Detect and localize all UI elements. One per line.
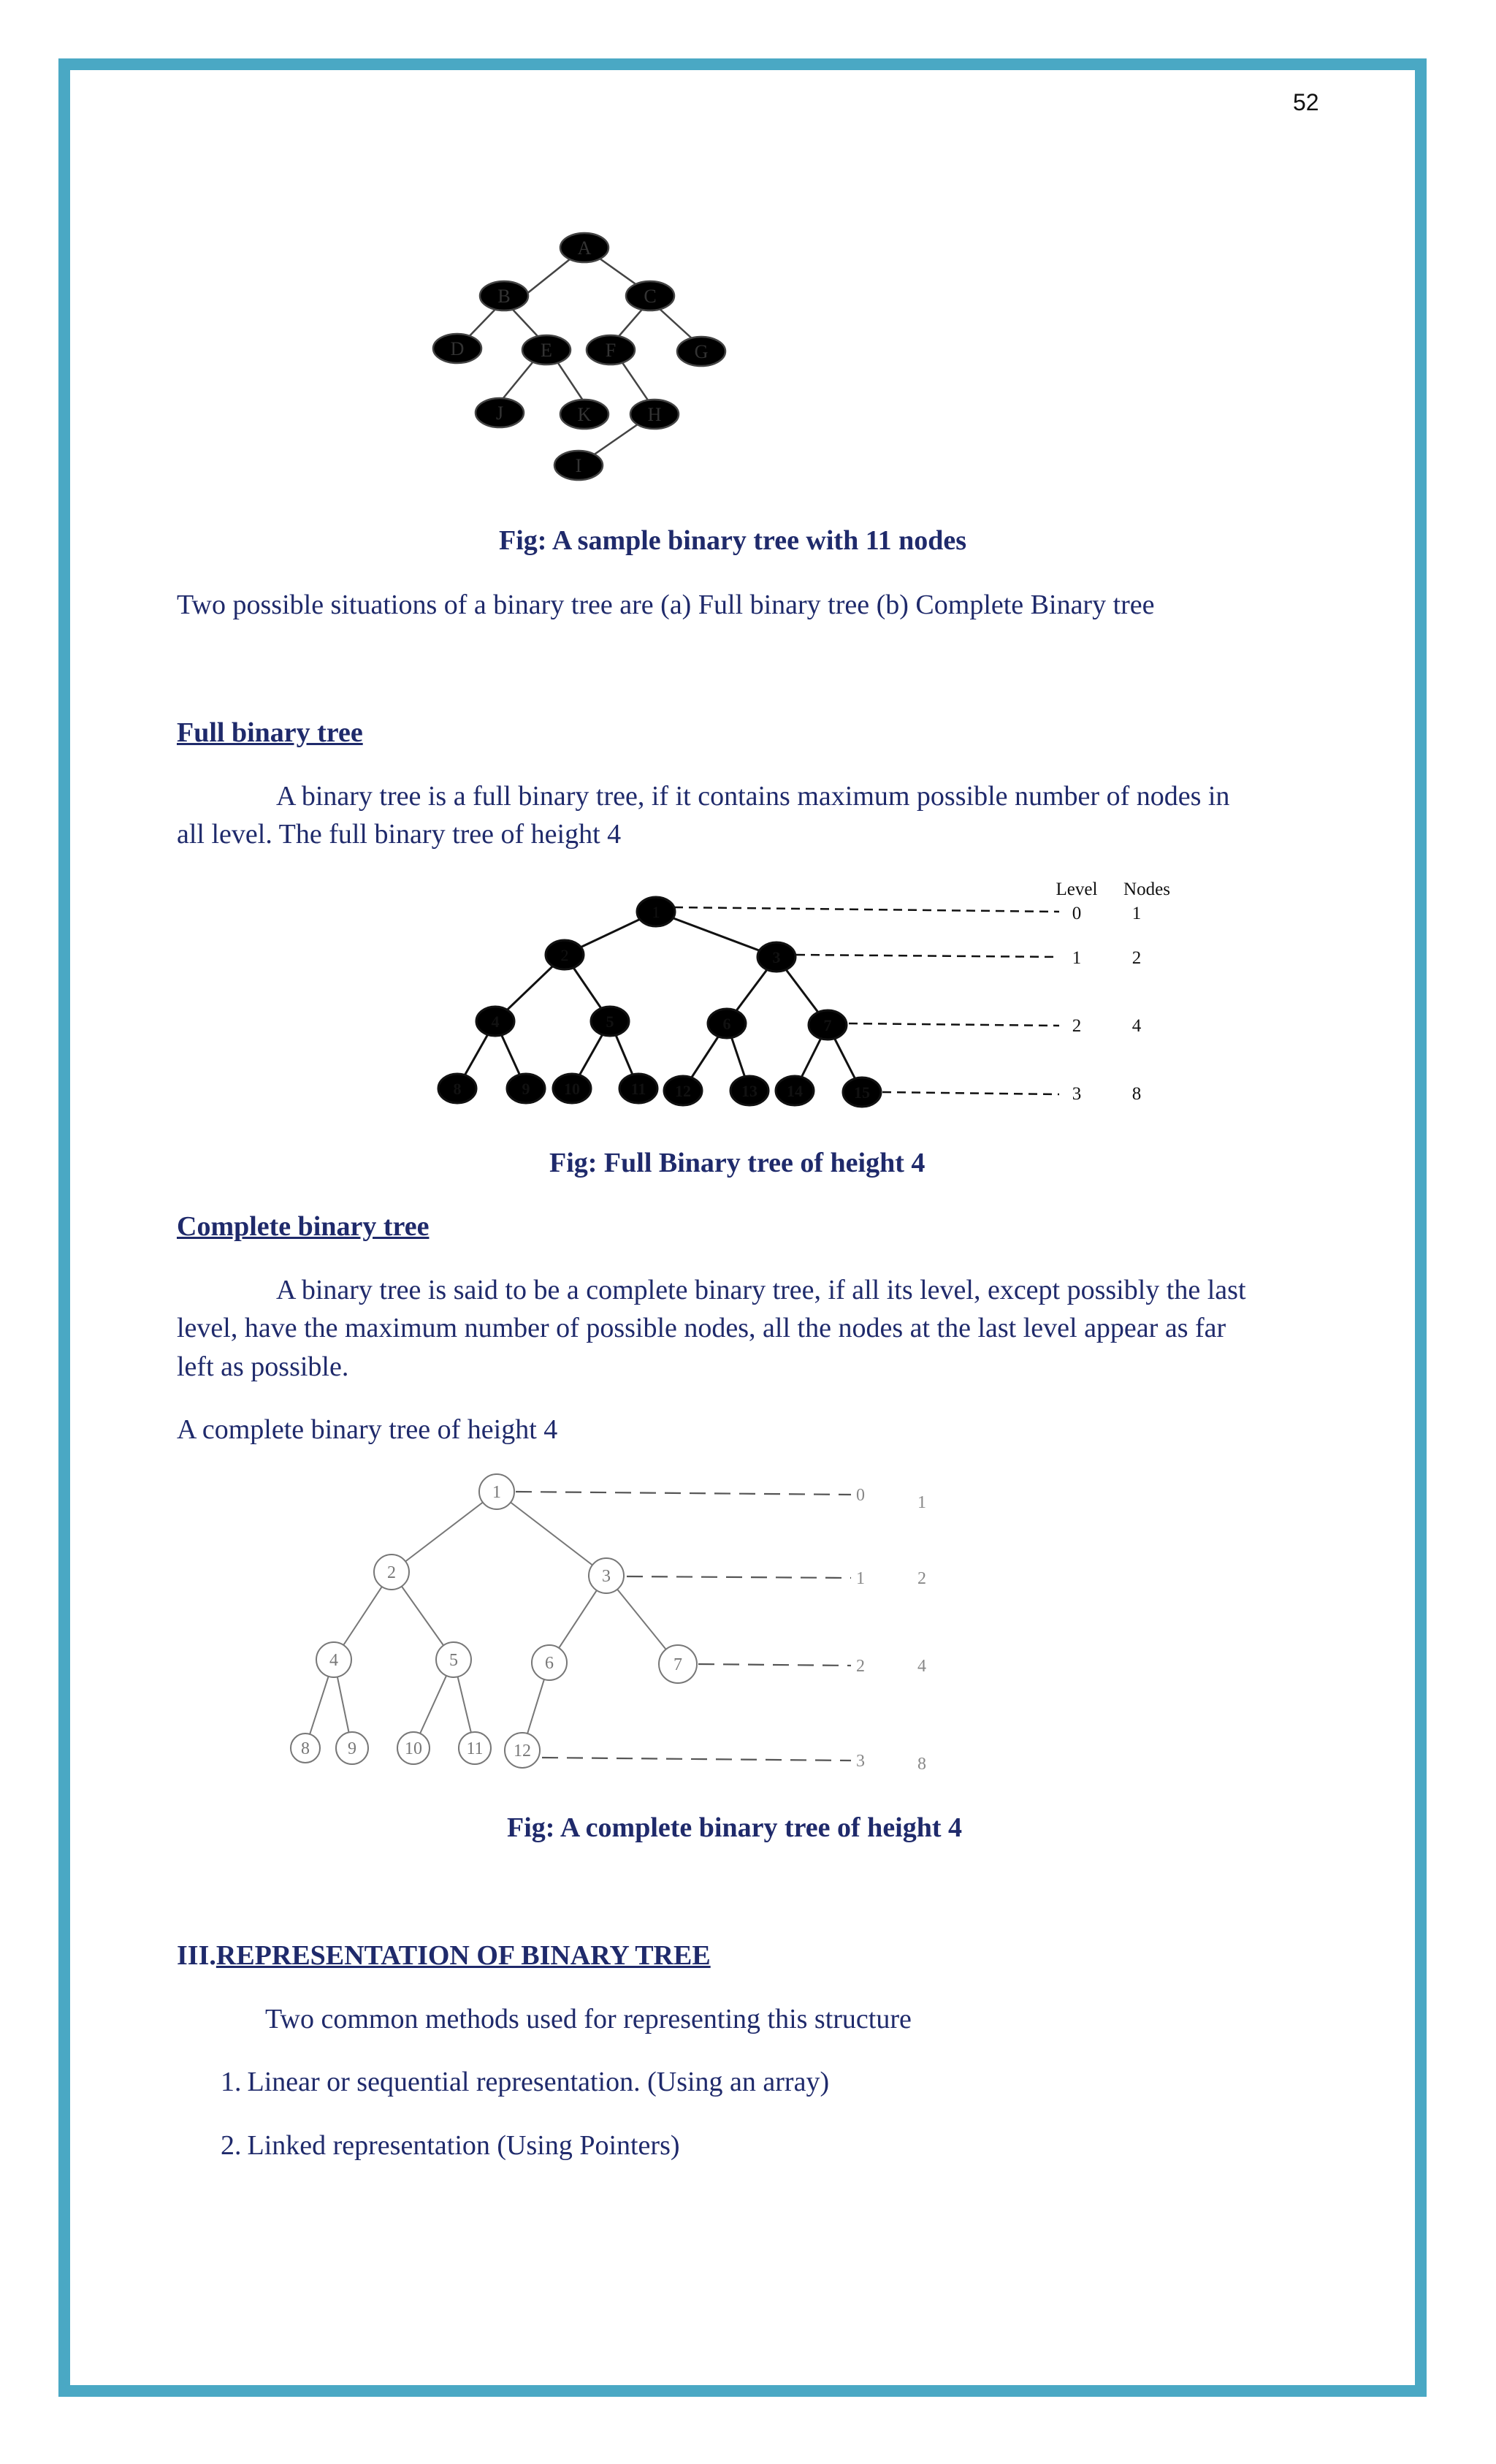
node-label: D <box>450 338 465 359</box>
level-label: 1 <box>1072 948 1082 968</box>
node-label: 9 <box>522 1080 530 1098</box>
node-label: 11 <box>466 1739 484 1758</box>
node-label: 4 <box>491 1012 500 1031</box>
node-label: 12 <box>675 1082 691 1100</box>
nodes-column-header: Nodes <box>1123 880 1170 899</box>
node-label: J <box>495 403 504 424</box>
node-count-label: 2 <box>1131 948 1142 968</box>
full-tree-heading: Full binary tree <box>177 717 363 748</box>
full-binary-tree-figure <box>431 869 1205 1118</box>
node-label: G <box>694 341 709 362</box>
complete-binary-tree-figure <box>285 1468 942 1790</box>
list-item <box>221 2062 829 2102</box>
complete-tree-para-line2: level, have the maximum number of possible nodes, all the nodes at the last level appear as far <box>177 1313 1226 1343</box>
node-label: 6 <box>545 1654 554 1673</box>
representation-heading <box>177 1936 711 1975</box>
representation-intro: Two common methods used for representing this structure <box>265 2004 912 2034</box>
node-label: 2 <box>387 1563 396 1582</box>
list-item-number: 1. <box>221 2067 242 2097</box>
node-label: E <box>541 340 552 361</box>
list-item-text: Linear or sequential representation. (Using an array) <box>247 2067 830 2097</box>
list-item-text: Linked representation (Using Pointers) <box>247 2130 680 2161</box>
node-count-label: 4 <box>917 1657 926 1676</box>
node-label: 7 <box>673 1655 682 1674</box>
node-label: 1 <box>652 903 660 921</box>
node-label: 10 <box>405 1739 422 1758</box>
node-label: A <box>577 237 592 259</box>
node-label: H <box>647 404 662 425</box>
node-label: 4 <box>329 1651 338 1670</box>
full-tree-para-line1: A binary tree is a full binary tree, if it contains maximum possible number of nodes in <box>276 781 1230 812</box>
level-label: 3 <box>1072 1084 1082 1104</box>
full-tree-para-line2: all level. The full binary tree of height 4 <box>177 819 622 850</box>
level-column-header: Level <box>1056 880 1098 899</box>
node-count-label: 1 <box>1131 904 1142 923</box>
fig1-caption: Fig: A sample binary tree with 11 nodes <box>499 525 967 556</box>
node-label: C <box>644 286 657 307</box>
node-count-label: 8 <box>1131 1084 1142 1104</box>
representation-heading-title: REPRESENTATION OF BINARY TREE <box>215 1940 711 1971</box>
level-label: 2 <box>1072 1016 1082 1036</box>
complete-tree-heading: Complete binary tree <box>177 1211 430 1242</box>
fig2-caption: Fig: Full Binary tree of height 4 <box>549 1148 926 1178</box>
page-number: 52 <box>1293 89 1319 115</box>
node-label: 9 <box>348 1739 356 1758</box>
level-label: 2 <box>856 1657 865 1676</box>
node-label: 8 <box>453 1080 462 1098</box>
node-count-label: 4 <box>1131 1016 1142 1036</box>
sample-binary-tree-figure <box>409 219 745 497</box>
list-item-number: 2. <box>221 2130 242 2161</box>
node-label: 2 <box>560 946 569 964</box>
node-label: 5 <box>606 1012 614 1031</box>
node-label: I <box>575 455 582 476</box>
node-label: 6 <box>722 1015 731 1033</box>
node-label: 7 <box>823 1016 832 1034</box>
complete-tree-intro: A complete binary tree of height 4 <box>177 1414 558 1445</box>
node-label: F <box>605 340 617 361</box>
node-label: 15 <box>854 1083 870 1102</box>
representation-heading-prefix: III. <box>177 1940 216 1971</box>
node-label: 11 <box>630 1080 646 1098</box>
node-label: 3 <box>772 948 781 966</box>
node-label: 8 <box>301 1739 310 1758</box>
node-label: 1 <box>492 1483 501 1502</box>
complete-tree-para-line1: A binary tree is said to be a complete binary tree, if all its level, except possibly the last <box>276 1275 1246 1305</box>
node-label: B <box>497 286 511 307</box>
node-count-label: 1 <box>917 1493 926 1512</box>
fig3-caption: Fig: A complete binary tree of height 4 <box>507 1812 963 1843</box>
node-label: 5 <box>449 1651 458 1670</box>
node-label: 3 <box>602 1567 611 1586</box>
level-label: 0 <box>1072 904 1082 923</box>
node-label: K <box>577 404 592 425</box>
complete-tree-para-line3: left as possible. <box>177 1351 349 1382</box>
level-label: 1 <box>856 1569 865 1588</box>
node-label: 13 <box>741 1082 757 1100</box>
node-label: 12 <box>514 1742 531 1761</box>
intro-text: Two possible situations of a binary tree are (a) Full binary tree (b) Complete Binary tree <box>177 590 1155 620</box>
level-label: 3 <box>856 1752 865 1771</box>
node-label: 10 <box>564 1080 580 1098</box>
list-item <box>221 2126 680 2165</box>
node-count-label: 8 <box>917 1755 926 1774</box>
level-label: 0 <box>856 1486 865 1505</box>
node-count-label: 2 <box>917 1569 926 1588</box>
node-label: 14 <box>787 1082 803 1100</box>
